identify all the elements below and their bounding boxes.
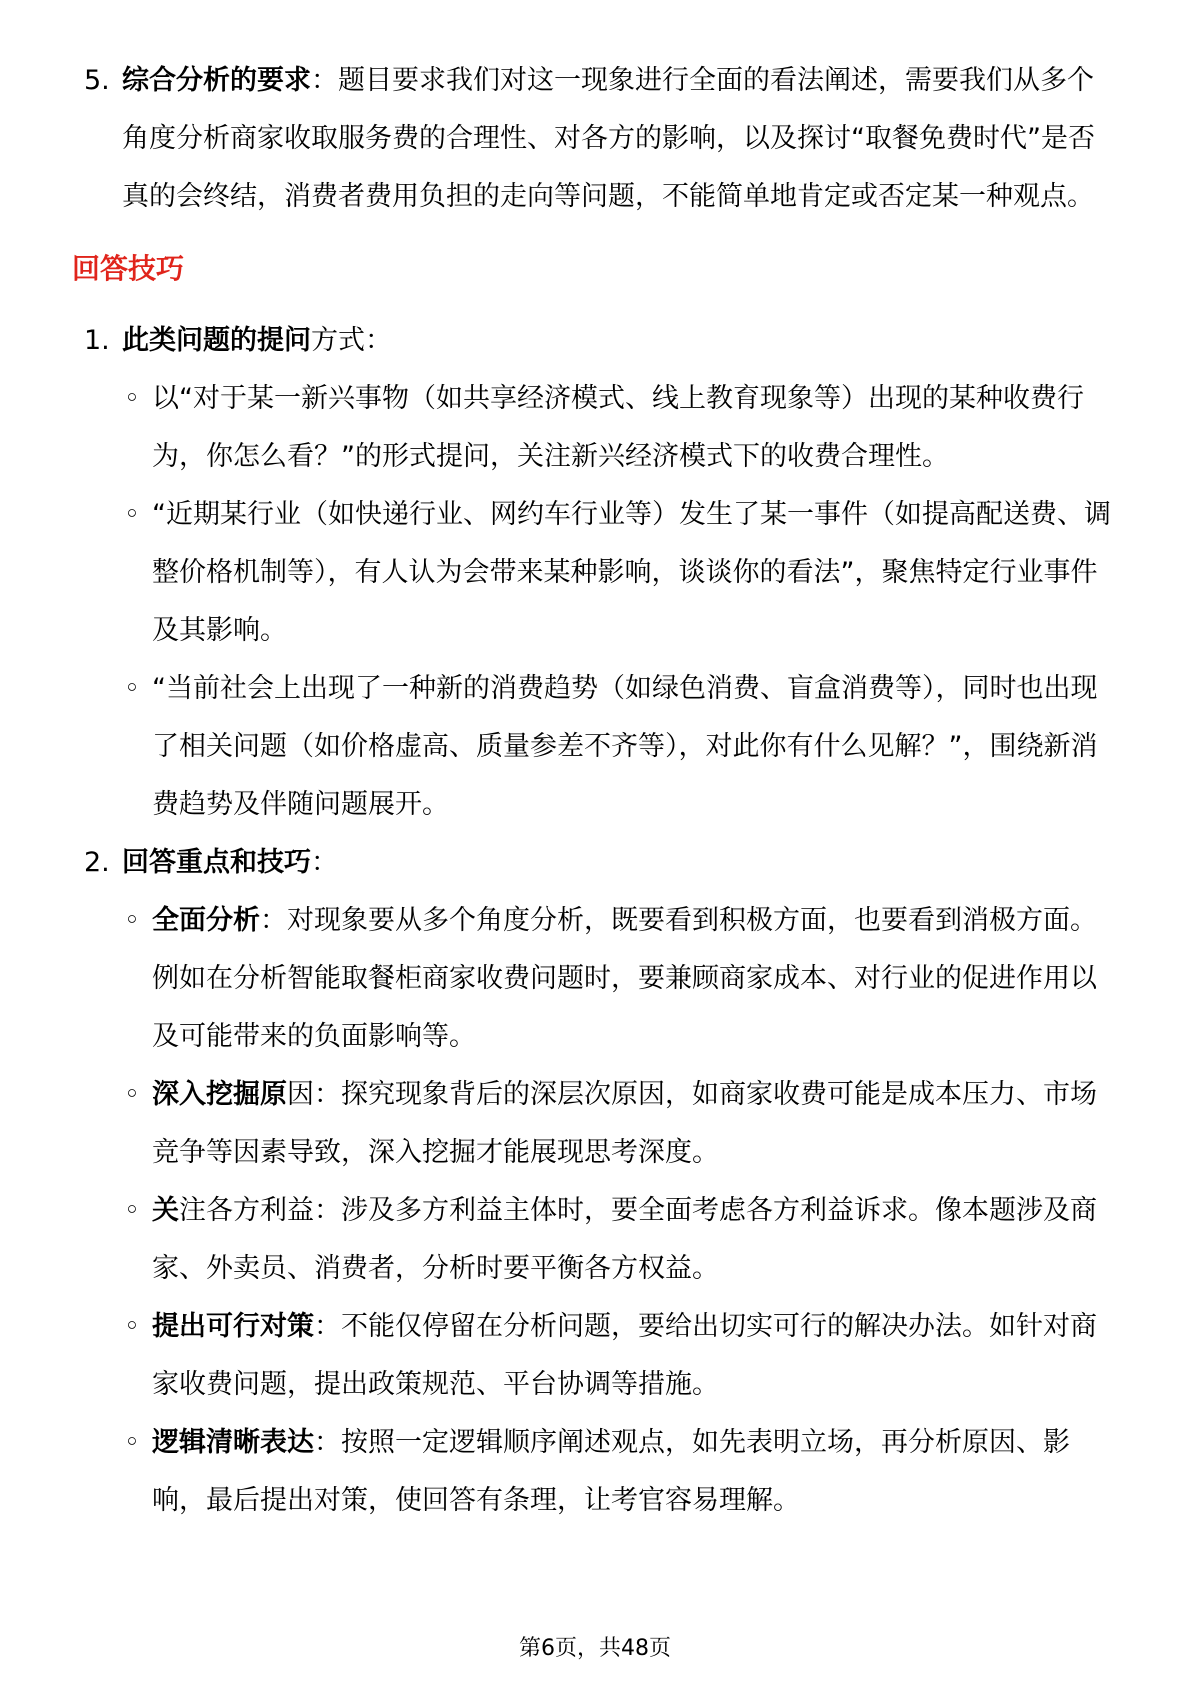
section-2-list	[122, 892, 1120, 1530]
bullet-icon: ◦	[124, 1079, 140, 1110]
list-item-bold: 提出可行对策	[152, 1311, 314, 1342]
bullet-icon: ◦	[124, 499, 140, 530]
section-heading: 回答技巧	[72, 252, 185, 285]
bullet-icon: ◦	[124, 1311, 140, 1342]
list-item	[122, 660, 1120, 834]
section-bold-title: 回答重点和技巧	[122, 847, 311, 878]
list-item-text: 以“对于某一新兴事物（如共享经济模式、线上教育现象等）出现的某种收费行为，你怎么看？”的形式提问，关注新兴经济模式下的收费合理性。	[152, 383, 1084, 472]
bullet-icon: ◦	[124, 673, 140, 704]
list-item-bold: 全面分析	[152, 905, 260, 936]
list-item-text: “当前社会上出现了一种新的消费趋势（如绿色消费、盲盒消费等），同时也出现了相关问题（如价格虚高、质量参差不齐等），对此你有什么见解？”，围绕新消费趋势及伴随问题展开。	[152, 673, 1098, 820]
list-item	[122, 1066, 1120, 1182]
list-item	[122, 892, 1120, 1066]
section-title-rest: ：	[311, 847, 338, 878]
page-footer: 第6页，共48页	[519, 1636, 671, 1661]
list-item	[122, 1414, 1120, 1530]
section-bold-title: 此类问题的提问	[122, 325, 311, 356]
bullet-icon: ◦	[124, 383, 140, 414]
content-area	[72, 52, 1120, 1530]
list-item	[122, 1298, 1120, 1414]
item-bold-title: 综合分析的要求	[122, 65, 311, 96]
list-item-text: ：按照一定逻辑顺序阐述观点，如先表明立场，再分析原因、影响，最后提出对策，使回答有条理，让考官容易理解。	[152, 1427, 1070, 1516]
list-item-bold: 关	[152, 1195, 179, 1226]
list-item-text: ：对现象要从多个角度分析，既要看到积极方面，也要看到消极方面。例如在分析智能取餐柜商家收费问题时，要兼顾商家成本、对行业的促进作用以及可能带来的负面影响等。	[152, 905, 1097, 1052]
section-1-list	[122, 370, 1120, 834]
section-title-rest: 方式：	[311, 325, 392, 356]
list-item-text: 因：探究现象背后的深层次原因，如商家收费可能是成本压力、市场竞争等因素导致，深入挖掘才能展现思考深度。	[152, 1079, 1097, 1168]
section-number: 2.	[84, 847, 110, 878]
section-number: 1.	[84, 325, 110, 356]
section-2	[72, 834, 1120, 892]
item-text: ：题目要求我们对这一现象进行全面的看法阐述，需要我们从多个角度分析商家收取服务费的合理性、对各方的影响，以及探讨“取餐免费时代”是否真的会终结，消费者费用负担的走向等问题，不能简单地肯定或否定某一种观点。	[122, 65, 1095, 212]
list-item-text: 注各方利益：涉及多方利益主体时，要全面考虑各方利益诉求。像本题涉及商家、外卖员、消费者，分析时要平衡各方权益。	[152, 1195, 1097, 1284]
list-item	[122, 486, 1120, 660]
bullet-icon: ◦	[124, 1427, 140, 1458]
list-item-bold: 逻辑清晰表达	[152, 1427, 314, 1458]
list-item-bold: 深入挖掘原	[152, 1079, 287, 1110]
list-item-text: “近期某行业（如快递行业、网约车行业等）发生了某一事件（如提高配送费、调整价格机制等），有人认为会带来某种影响，谈谈你的看法”，聚焦特定行业事件及其影响。	[152, 499, 1111, 646]
bullet-icon: ◦	[124, 905, 140, 936]
bullet-icon: ◦	[124, 1195, 140, 1226]
item-number: 5.	[84, 65, 110, 96]
list-item	[122, 1182, 1120, 1298]
item-5	[72, 52, 1120, 226]
list-item-text: ：不能仅停留在分析问题，要给出切实可行的解决办法。如针对商家收费问题，提出政策规范、平台协调等措施。	[152, 1311, 1097, 1400]
list-item	[122, 370, 1120, 486]
section-1	[72, 312, 1120, 370]
